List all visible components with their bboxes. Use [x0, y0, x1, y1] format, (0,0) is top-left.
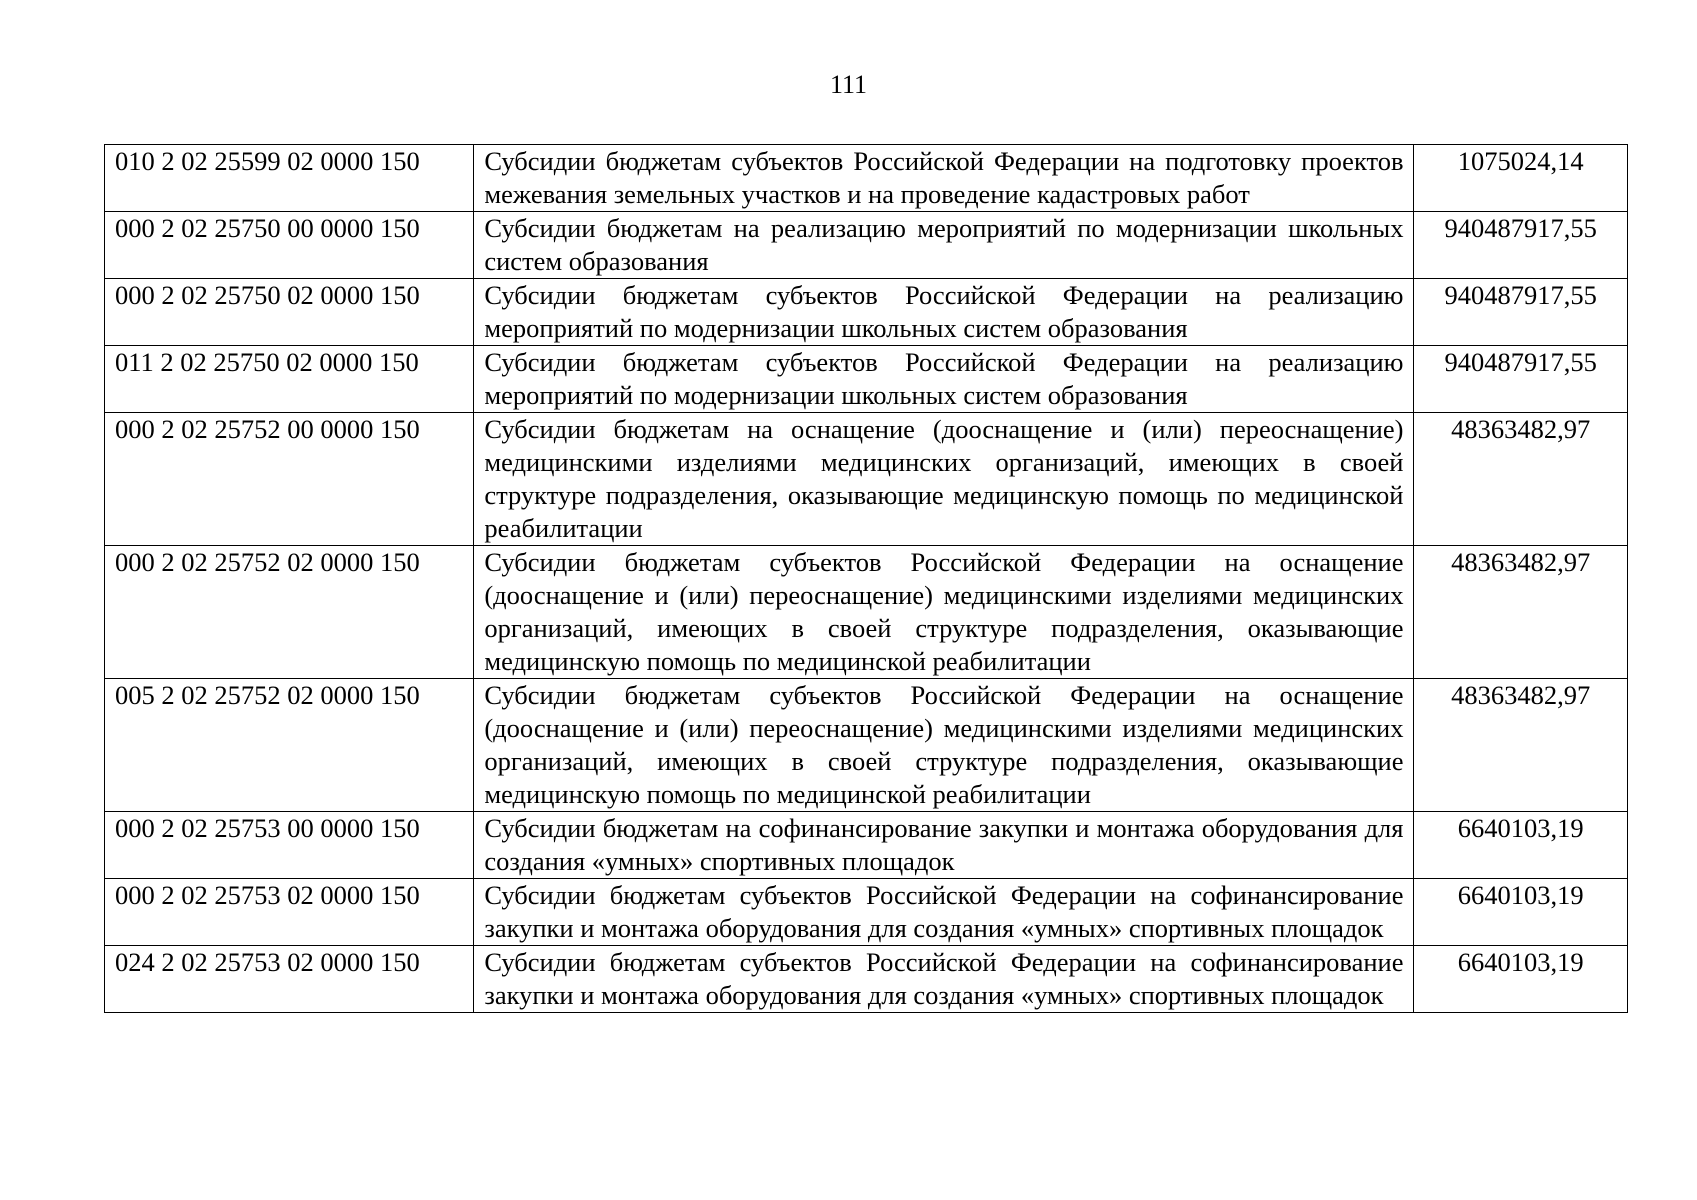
amount-cell: 6640103,19 — [1414, 812, 1628, 879]
amount-cell: 6640103,19 — [1414, 946, 1628, 1013]
table-row — [105, 212, 1628, 279]
description-cell: Субсидии бюджетам субъектов Российской Федерации на реализацию мероприятий по модернизации школьных систем образования — [474, 346, 1414, 413]
description-cell: Субсидии бюджетам субъектов Российской Федерации на реализацию мероприятий по модернизации школьных систем образования — [474, 279, 1414, 346]
table-row — [105, 946, 1628, 1013]
budget-code-cell: 005 2 02 25752 02 0000 150 — [105, 679, 474, 812]
description-cell: Субсидии бюджетам субъектов Российской Федерации на подготовку проектов межевания земельных участков и на проведение кадастровых работ — [474, 145, 1414, 212]
amount-cell: 940487917,55 — [1414, 346, 1628, 413]
description-cell: Субсидии бюджетам субъектов Российской Федерации на оснащение (дооснащение и (или) переоснащение) медицинскими изделиями медицинских организаций, имеющих в своей структуре подразделения, оказывающие медицинскую помощь по медицинской реабилитации — [474, 546, 1414, 679]
budget-code-cell: 010 2 02 25599 02 0000 150 — [105, 145, 474, 212]
budget-code-cell: 000 2 02 25752 02 0000 150 — [105, 546, 474, 679]
budget-code-cell: 000 2 02 25753 00 0000 150 — [105, 812, 474, 879]
amount-cell: 48363482,97 — [1414, 679, 1628, 812]
amount-cell: 6640103,19 — [1414, 879, 1628, 946]
description-cell: Субсидии бюджетам субъектов Российской Федерации на софинансирование закупки и монтажа оборудования для создания «умных» спортивных площадок — [474, 946, 1414, 1013]
budget-code-cell: 000 2 02 25753 02 0000 150 — [105, 879, 474, 946]
budget-code-cell: 000 2 02 25750 02 0000 150 — [105, 279, 474, 346]
amount-cell: 1075024,14 — [1414, 145, 1628, 212]
page-number: 111 — [829, 70, 868, 99]
budget-code-cell: 011 2 02 25750 02 0000 150 — [105, 346, 474, 413]
budget-code-cell: 000 2 02 25750 00 0000 150 — [105, 212, 474, 279]
amount-cell: 48363482,97 — [1414, 413, 1628, 546]
description-cell: Субсидии бюджетам на оснащение (дооснащение и (или) переоснащение) медицинскими изделиями медицинских организаций, имеющих в своей структуре подразделения, оказывающие медицинскую помощь по медицинской реабилитации — [474, 413, 1414, 546]
table-row — [105, 279, 1628, 346]
table-row — [105, 413, 1628, 546]
amount-cell: 940487917,55 — [1414, 279, 1628, 346]
description-cell: Субсидии бюджетам субъектов Российской Федерации на софинансирование закупки и монтажа оборудования для создания «умных» спортивных площадок — [474, 879, 1414, 946]
table-row — [105, 546, 1628, 679]
budget-code-cell: 000 2 02 25752 00 0000 150 — [105, 413, 474, 546]
table-row — [105, 145, 1628, 212]
description-cell: Субсидии бюджетам субъектов Российской Федерации на оснащение (дооснащение и (или) переоснащение) медицинскими изделиями медицинских организаций, имеющих в своей структуре подразделения, оказывающие медицинскую помощь по медицинской реабилитации — [474, 679, 1414, 812]
budget-revenue-table — [104, 144, 1628, 1013]
description-cell: Субсидии бюджетам на реализацию мероприятий по модернизации школьных систем образования — [474, 212, 1414, 279]
amount-cell: 48363482,97 — [1414, 546, 1628, 679]
description-cell: Субсидии бюджетам на софинансирование закупки и монтажа оборудования для создания «умных» спортивных площадок — [474, 812, 1414, 879]
table-row — [105, 879, 1628, 946]
table-row — [105, 346, 1628, 413]
amount-cell: 940487917,55 — [1414, 212, 1628, 279]
budget-code-cell: 024 2 02 25753 02 0000 150 — [105, 946, 474, 1013]
table-row — [105, 812, 1628, 879]
table-row — [105, 679, 1628, 812]
